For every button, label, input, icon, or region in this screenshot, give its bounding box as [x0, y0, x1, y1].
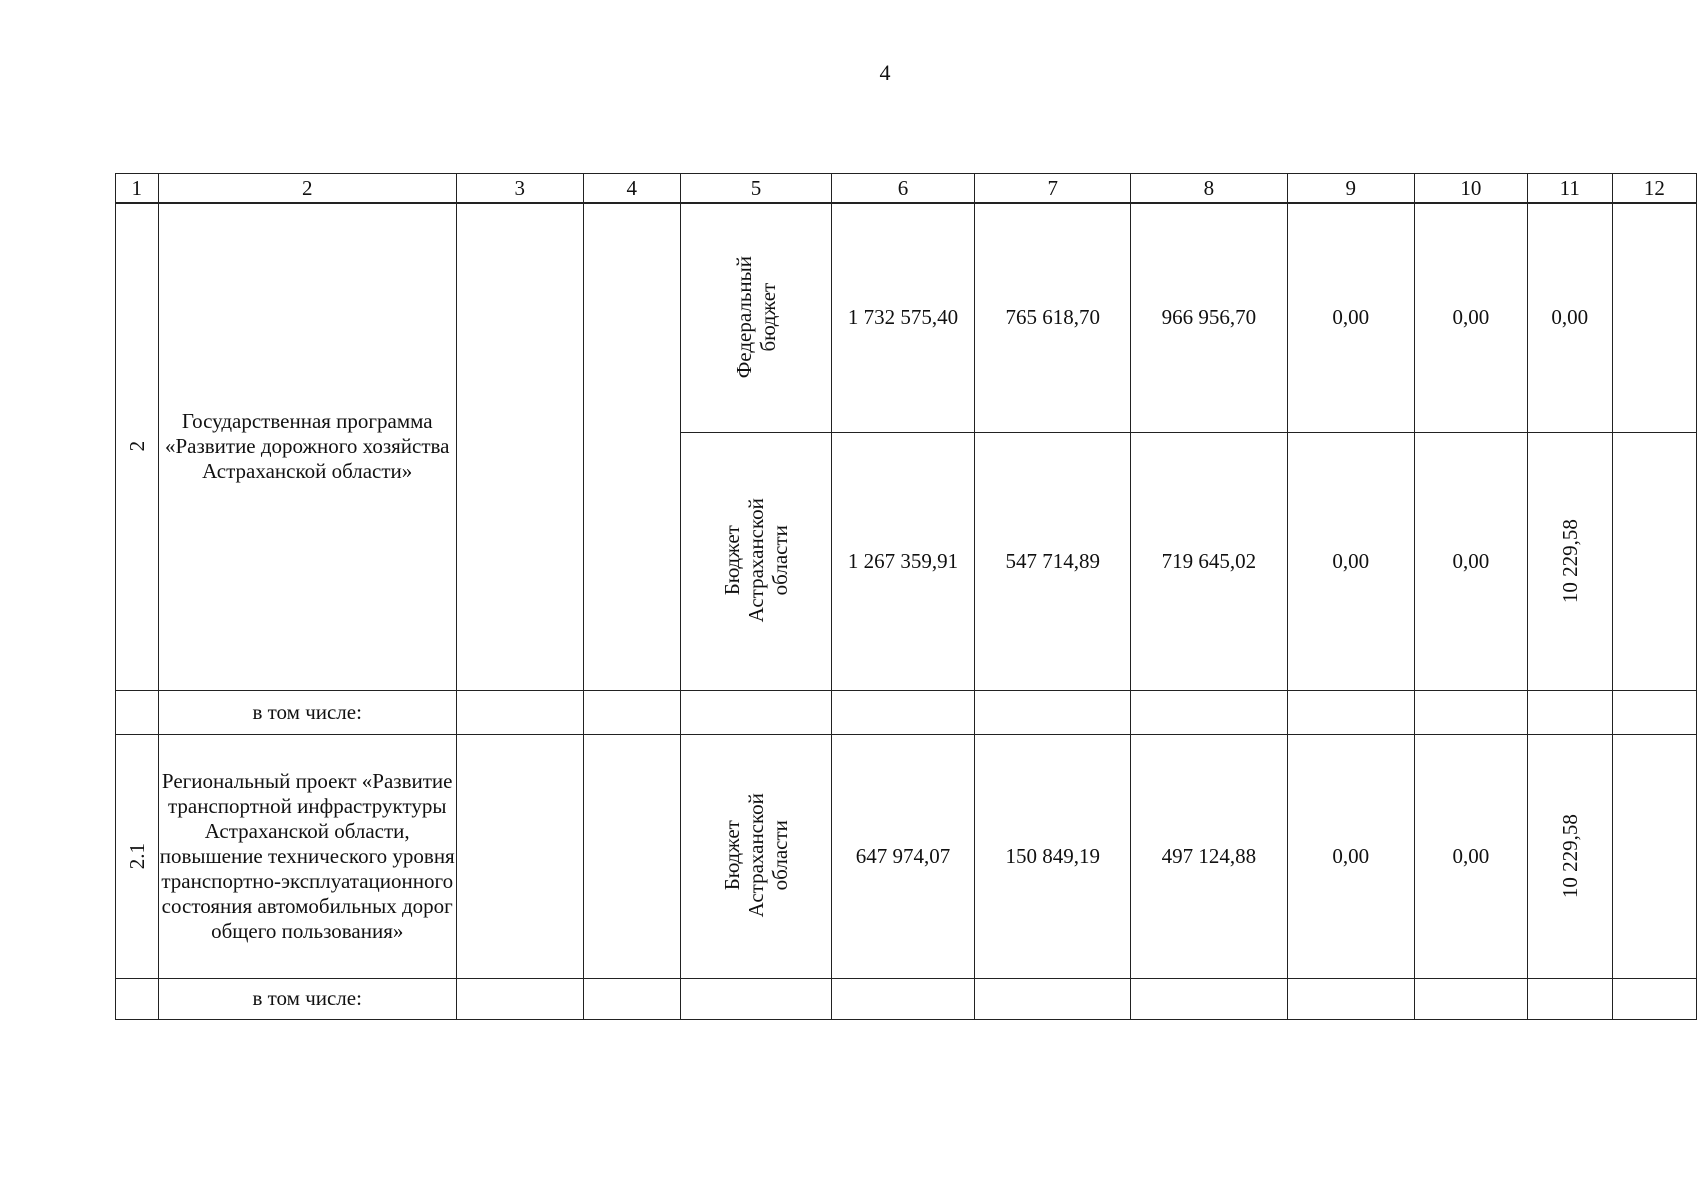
empty-cell	[1612, 734, 1696, 978]
empty-cell	[583, 203, 680, 690]
value-cell: 497 124,88	[1131, 734, 1287, 978]
funding-source: Федеральный бюджет	[731, 256, 781, 379]
value-cell: 0,00	[1414, 432, 1527, 690]
row-number-cell	[116, 203, 159, 690]
empty-cell	[1612, 432, 1696, 690]
program-name-cell	[158, 203, 456, 690]
value-cell	[1527, 432, 1612, 690]
funding-source-cell	[681, 734, 832, 978]
header-cell-4: 4	[583, 174, 680, 204]
value-cell: 0,00	[1414, 734, 1527, 978]
empty-cell	[1527, 690, 1612, 734]
row-number: 2.1	[124, 842, 149, 869]
including-label: в том числе:	[158, 978, 456, 1019]
funding-source-cell	[681, 432, 832, 690]
value-cell: 0,00	[1414, 203, 1527, 432]
value-cell: 0,00	[1287, 203, 1414, 432]
empty-cell	[116, 978, 159, 1019]
value-cell: 719 645,02	[1131, 432, 1287, 690]
empty-cell	[456, 734, 583, 978]
value-cell: 647 974,07	[832, 734, 975, 978]
empty-cell	[1527, 978, 1612, 1019]
funding-source-cell	[681, 203, 832, 432]
rotated-value: 10 229,58	[1557, 813, 1582, 898]
header-cell-1: 1	[116, 174, 159, 204]
empty-cell	[1612, 978, 1696, 1019]
project-name-cell	[158, 734, 456, 978]
empty-cell	[583, 734, 680, 978]
rotated-value: 10 229,58	[1557, 518, 1582, 603]
empty-cell	[583, 978, 680, 1019]
table-row	[116, 690, 1697, 734]
table-row	[116, 978, 1697, 1019]
empty-cell	[1414, 690, 1527, 734]
empty-cell	[681, 978, 832, 1019]
empty-cell	[681, 690, 832, 734]
empty-cell	[1131, 978, 1287, 1019]
header-cell-8: 8	[1131, 174, 1287, 204]
empty-cell	[832, 978, 975, 1019]
header-cell-2: 2	[158, 174, 456, 204]
empty-cell	[456, 203, 583, 690]
program-name: Государственная программа «Развитие дорожного хозяйства Астраханской области»	[164, 409, 450, 484]
empty-cell	[1131, 690, 1287, 734]
value-cell: 966 956,70	[1131, 203, 1287, 432]
budget-table	[115, 173, 1697, 1020]
including-label: в том числе:	[158, 690, 456, 734]
table-row	[116, 203, 1697, 432]
header-cell-10: 10	[1414, 174, 1527, 204]
empty-cell	[1414, 978, 1527, 1019]
funding-source: Бюджет Астраханской области	[719, 498, 793, 623]
header-cell-7: 7	[975, 174, 1131, 204]
header-cell-5: 5	[681, 174, 832, 204]
value-cell: 547 714,89	[975, 432, 1131, 690]
empty-cell	[1612, 690, 1696, 734]
empty-cell	[583, 690, 680, 734]
header-cell-3: 3	[456, 174, 583, 204]
value-cell: 1 732 575,40	[832, 203, 975, 432]
project-name: Региональный проект «Развитие транспортной инфраструктуры Астраханской области, повышение технического уровня транспортно-эксплуатационного состояния автомобильных дорог общего пользования»	[159, 768, 455, 943]
empty-cell	[1612, 203, 1696, 432]
value-cell: 765 618,70	[975, 203, 1131, 432]
value-cell: 0,00	[1287, 432, 1414, 690]
funding-source: Бюджет Астраханской области	[719, 793, 793, 918]
header-cell-11: 11	[1527, 174, 1612, 204]
value-cell: 150 849,19	[975, 734, 1131, 978]
empty-cell	[1287, 978, 1414, 1019]
header-cell-6: 6	[832, 174, 975, 204]
value-cell: 1 267 359,91	[832, 432, 975, 690]
empty-cell	[116, 690, 159, 734]
row-number: 2	[124, 441, 149, 452]
header-cell-9: 9	[1287, 174, 1414, 204]
header-row	[116, 174, 1697, 204]
header-cell-12: 12	[1612, 174, 1696, 204]
empty-cell	[975, 978, 1131, 1019]
empty-cell	[832, 690, 975, 734]
empty-cell	[975, 690, 1131, 734]
row-number-cell	[116, 734, 159, 978]
empty-cell	[1287, 690, 1414, 734]
table-row	[116, 734, 1697, 978]
empty-cell	[456, 978, 583, 1019]
value-cell	[1527, 734, 1612, 978]
value-cell: 0,00	[1287, 734, 1414, 978]
value-cell: 0,00	[1527, 203, 1612, 432]
page-number: 4	[879, 60, 891, 85]
empty-cell	[456, 690, 583, 734]
